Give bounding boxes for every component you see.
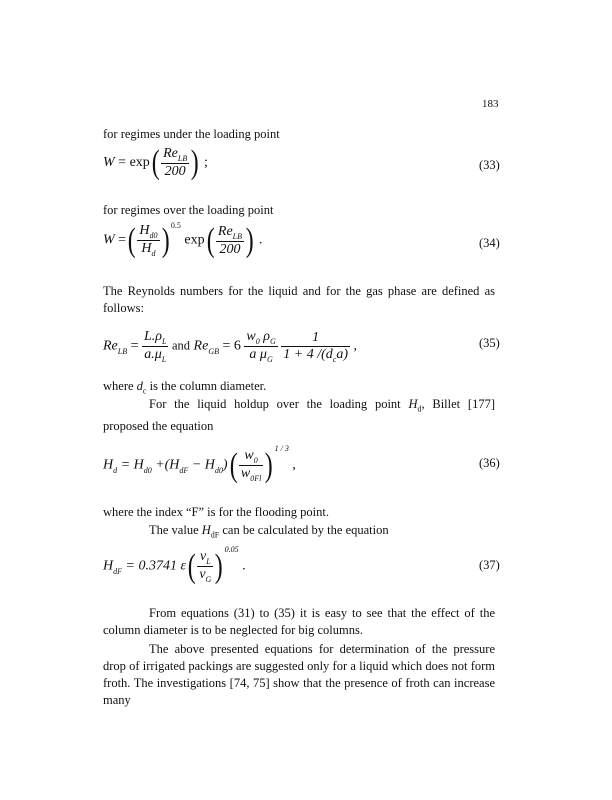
p7-post: can be calculated by the equation (219, 523, 389, 537)
eq37-f-num: ν (199, 549, 207, 564)
eq35-f3-den: 1 + 4 /(d (283, 346, 333, 362)
p4-subscript: c (142, 386, 147, 396)
equation-33 (103, 146, 208, 180)
eq35-f2-num2-sub: G (269, 337, 276, 346)
eq35-eq2: = 6 (218, 338, 241, 354)
eq36-t3-sub: d0 (214, 465, 223, 475)
eq36-lhs-sub: d (113, 465, 118, 475)
text-regimes-under: for regimes under the loading point (103, 127, 280, 141)
eq34-rparen2: ) (245, 221, 254, 259)
eq33-eq: = exp (114, 155, 150, 171)
eq34-lparen1: ( (127, 221, 136, 259)
eq36-t2-sub: dF (179, 465, 189, 475)
text-liquid-holdup (103, 396, 495, 435)
equation-34 (103, 220, 263, 259)
eq35-f1-den: a.μ (144, 347, 162, 362)
eq37-number: (37) (479, 558, 500, 572)
eq34-fraction-2 (216, 224, 244, 258)
eq34-f1-den-sub: d (151, 249, 156, 258)
eq33-tail: ; (200, 155, 208, 171)
eq34-rparen1: ) (161, 221, 170, 259)
eq35-number: (35) (479, 336, 500, 350)
text-value-hdf (149, 522, 389, 544)
eq36-exponent: 1 / 3 (274, 443, 289, 453)
eq35-lhs2: Re (193, 338, 209, 354)
p5-subscript: d (417, 404, 422, 414)
eq36-t1-sub: d0 (143, 465, 152, 475)
eq37-lparen: ( (187, 547, 196, 585)
eq37-f-den: ν (199, 567, 206, 582)
eq34-f2-num: Re (217, 223, 233, 239)
equation-37 (103, 544, 246, 585)
p4-symbol: d (136, 379, 143, 393)
eq33-rparen: ) (190, 144, 199, 181)
eq36-lhs: H (103, 457, 114, 473)
eq36-eq: = H (117, 457, 144, 473)
text-effect-column-diameter: From equations (31) to (35) it is easy to see that the effect of the column diameter is to be neglected for big columns. (103, 606, 495, 637)
eq33-num: Re (163, 146, 178, 161)
p4-post: is the column diameter. (146, 379, 267, 393)
p5-pre: For the liquid holdup over the loading point (149, 397, 409, 411)
text-index-f: where the index “F” is for the flooding point. (103, 505, 329, 519)
eq37-lhs-sub: dF (113, 566, 123, 576)
eq34-eq: = (114, 232, 127, 248)
eq35-f2-den: a μ (249, 347, 267, 362)
equation-36 (103, 443, 296, 484)
p7-pre: The value (149, 523, 202, 537)
text-reynolds-definition: The Reynolds numbers for the liquid and for the gas phase are defined as follows: (103, 284, 495, 315)
eq37-f-den-sub: G (205, 575, 212, 584)
eq33-den: 200 (164, 164, 186, 179)
eq37-lhs: H (103, 558, 114, 574)
eq34-f1-num: H (139, 223, 150, 238)
p7-symbol: H (201, 523, 211, 537)
page-number: 183 (482, 98, 499, 110)
text-froth: The above presented equations for determination of the pressure drop of irrigated packings are suggested only for a liquid which does not form froth. The investigations [74, 75] show that the presence of froth can increase many (103, 642, 495, 707)
eq36-tail: , (288, 457, 296, 473)
eq35-f1-num-sub: L (162, 337, 167, 346)
eq36-lparen: ( (229, 446, 238, 484)
p7-subscript: dF (210, 530, 220, 540)
eq34-mid: exp (184, 232, 205, 248)
eq35-lhs2-sub: GB (208, 346, 219, 356)
eq34-tail: . (255, 232, 263, 248)
eq35-and: and (171, 338, 191, 353)
eq35-eq: = (127, 338, 139, 354)
eq36-close: ) (222, 457, 228, 473)
eq34-f2-den: 200 (219, 241, 241, 257)
eq35-f1-num: L.ρ (144, 329, 163, 344)
eq35-f2-num: w (246, 329, 256, 344)
p5-post: , Billet [177] proposed the equation (103, 397, 496, 433)
eq37-eq: = 0.3741 ε (122, 558, 186, 574)
eq33-lhs: W (103, 155, 115, 171)
eq34-lhs: W (103, 232, 115, 248)
eq35-f2-num2: ρ (259, 329, 270, 344)
p5-symbol: H (408, 397, 418, 411)
eq35-fraction-2 (244, 329, 277, 364)
eq34-lparen2: ( (206, 221, 215, 259)
eq33-fraction (161, 146, 189, 180)
eq33-lparen: ( (151, 144, 160, 181)
eq36-f-num: w (244, 448, 254, 463)
eq34-fraction-1 (137, 223, 159, 258)
eq33-num-sub: LB (177, 154, 188, 163)
eq37-f-num-sub: L (206, 557, 211, 566)
eq37-tail: . (238, 558, 246, 574)
text-regimes-over: for regimes over the loading point (103, 203, 274, 217)
eq35-f3-den-sub: c (332, 354, 337, 364)
eq35-f1-den-sub: L (161, 355, 167, 364)
eq35-lhs-sub: LB (117, 346, 128, 356)
eq36-f-den-sub: 0Fl (250, 474, 262, 483)
p4-pre: where (103, 379, 137, 393)
eq36-plus: +(H (151, 457, 180, 473)
eq35-f2-num-sub: 0 (255, 337, 260, 346)
eq34-number: (34) (479, 236, 500, 250)
eq36-f-num-sub: 0 (253, 456, 258, 465)
eq35-f2-den-sub: G (266, 355, 273, 364)
eq35-lhs: Re (103, 338, 118, 354)
eq34-f1-den: H (141, 241, 152, 256)
eq36-rparen: ) (265, 446, 273, 484)
eq34-exponent: 0.5 (170, 220, 181, 230)
eq37-fraction (197, 549, 213, 584)
eq35-tail: , (349, 338, 357, 354)
eq36-f-den: w (240, 466, 251, 481)
eq33-number: (33) (479, 158, 500, 172)
eq35-fraction-3 (281, 330, 350, 364)
eq34-f2-num-sub: LB (232, 231, 243, 241)
eq37-exponent: 0.05 (224, 544, 239, 554)
eq36-minus: − H (188, 457, 215, 473)
eq34-f1-num-sub: d0 (149, 231, 158, 240)
eq35-fraction-1 (142, 329, 168, 364)
eq37-rparen: ) (215, 547, 223, 585)
eq35-f3-num: 1 (281, 330, 350, 347)
eq36-number: (36) (479, 456, 500, 470)
eq36-fraction (239, 448, 263, 483)
eq35-f3-den-tail: a) (336, 346, 348, 362)
equation-35 (103, 329, 357, 364)
